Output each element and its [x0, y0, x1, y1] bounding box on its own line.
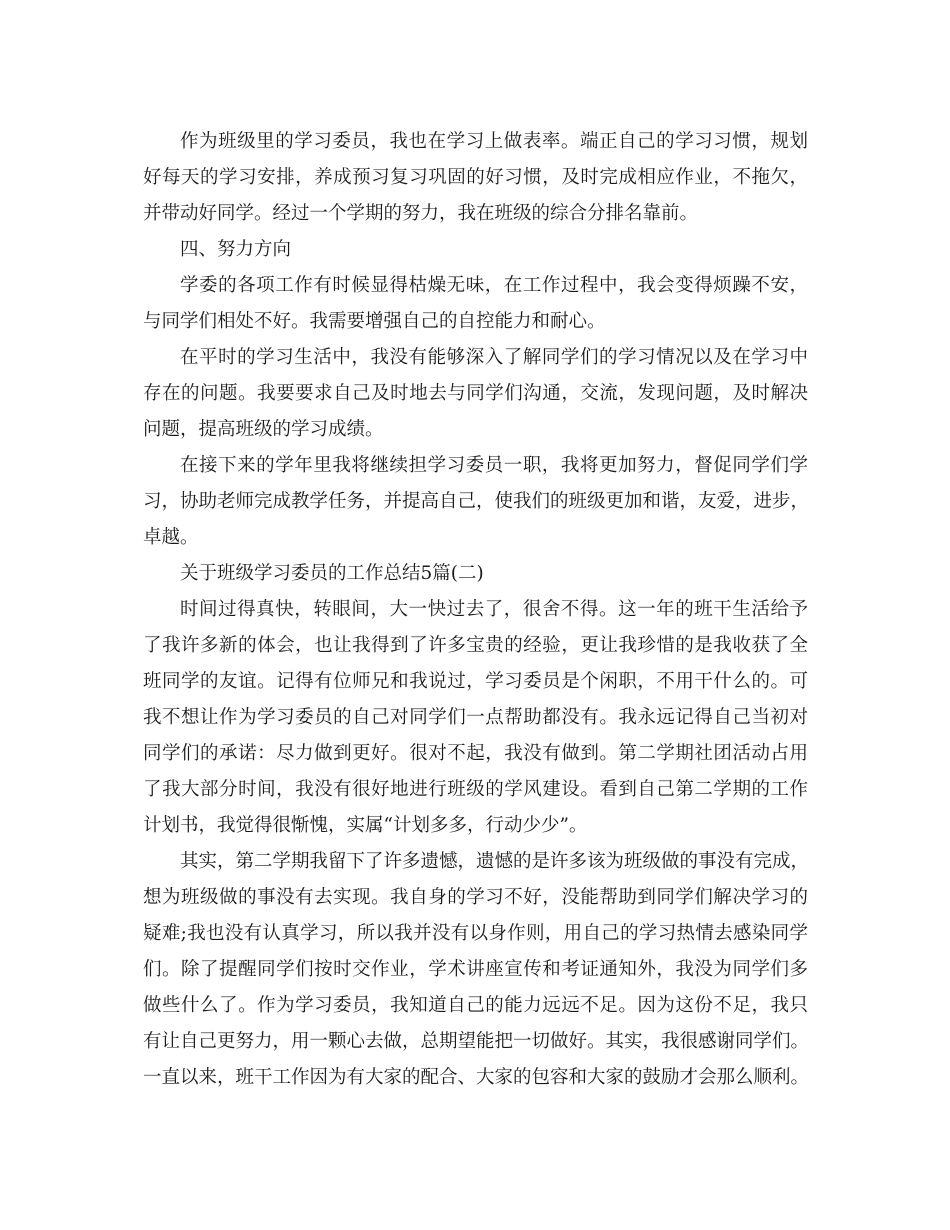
paragraph [143, 844, 808, 1096]
paragraph-line: 有让自己更努力，用一颗心去做，总期望能把一切做好。其实，我很感谢同学们。 [143, 1031, 810, 1052]
paragraph-first-line: 在接下来的学年里我将继续担学习委员一职，我将更加努力，督促同学们学 [180, 455, 808, 476]
paragraph-line: 了我许多新的体会，也让我得到了许多宝贵的经验，更让我珍惜的是我收获了全 [143, 635, 808, 656]
paragraph-first-line: 关于班级学习委员的工作总结5篇(二) [180, 563, 484, 584]
paragraph [143, 124, 808, 232]
paragraph-line: 班同学的友谊。记得有位师兄和我说过，学习委员是个闲职，不用干什么的。可 [143, 671, 808, 692]
paragraph-first-line: 在平时的学习生活中，我没有能够深入了解同学们的学习情况以及在学习中 [180, 347, 808, 368]
paragraph-line: 与同学们相处不好。我需要增强自己的自控能力和耐心。 [143, 311, 606, 332]
paragraph [143, 268, 808, 340]
paragraph-line: 并带动好同学。经过一个学期的努力，我在班级的综合分排名靠前。 [143, 203, 699, 224]
paragraph-line: 存在的问题。我要要求自己及时地去与同学们沟通，交流，发现问题，及时解决 [143, 383, 808, 404]
paragraph-line: 卓越。 [143, 527, 199, 548]
document-body [143, 124, 808, 1096]
paragraph-line: 做些什么了。作为学习委员，我知道自己的能力远远不足。因为这份不足，我只 [143, 995, 808, 1016]
paragraph-first-line: 时间过得真快，转眼间，大一快过去了，很舍不得。这一年的班干生活给予 [180, 599, 808, 620]
paragraph-line: 同学们的承诺：尽力做到更好。很对不起，我没有做到。第二学期社团活动占用 [143, 743, 808, 764]
paragraph-line: 好每天的学习安排，养成预习复习巩固的好习惯，及时完成相应作业，不拖欠， [143, 167, 808, 188]
paragraph-line: 想为班级做的事没有去实现。我自身的学习不好，没能帮助到同学们解决学习的 [143, 887, 808, 908]
paragraph-line: 一直以来，班干工作因为有大家的配合、大家的包容和大家的鼓励才会那么顺利。 [143, 1067, 810, 1088]
paragraph [143, 556, 808, 592]
paragraph [143, 340, 808, 448]
paragraph-first-line: 作为班级里的学习委员，我也在学习上做表率。端正自己的学习习惯，规划 [180, 131, 808, 152]
paragraph-line: 疑难;我也没有认真学习，所以我并没有以身作则，用自己的学习热情去感染同学 [143, 923, 808, 944]
paragraph-first-line: 四、努力方向 [180, 239, 292, 260]
paragraph-line: 问题，提高班级的学习成绩。 [143, 419, 384, 440]
paragraph [143, 448, 808, 556]
paragraph-line: 我不想让作为学习委员的自己对同学们一点帮助都没有。我永远记得自己当初对 [143, 707, 808, 728]
paragraph-first-line: 学委的各项工作有时候显得枯燥无味，在工作过程中，我会变得烦躁不安， [180, 275, 808, 296]
paragraph-line: 计划书，我觉得很惭愧，实属“计划多多，行动少少”。 [143, 815, 588, 836]
paragraph [143, 592, 808, 844]
paragraph-line: 习，协助老师完成教学任务，并提高自己，使我们的班级更加和谐，友爱，进步， [143, 491, 810, 512]
paragraph [143, 232, 808, 268]
paragraph-line: 们。除了提醒同学们按时交作业，学术讲座宣传和考证通知外，我没为同学们多 [143, 959, 808, 980]
paragraph-line: 了我大部分时间，我没有很好地进行班级的学风建设。看到自己第二学期的工作 [143, 779, 808, 800]
paragraph-first-line: 其实，第二学期我留下了许多遗憾，遗憾的是许多该为班级做的事没有完成， [180, 851, 810, 872]
